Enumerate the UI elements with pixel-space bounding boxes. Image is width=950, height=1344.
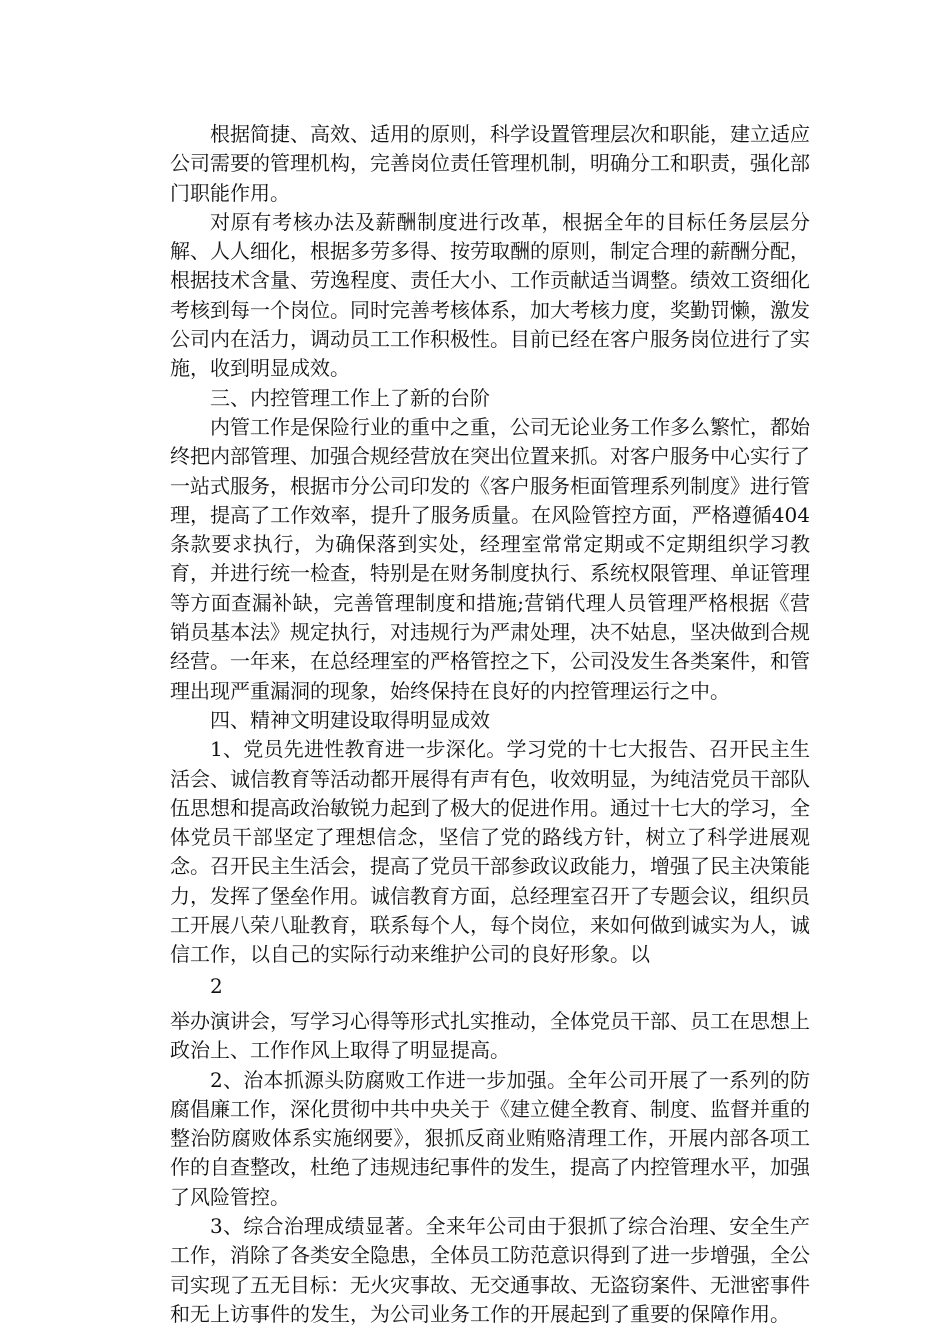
paragraph-management-structure: 根据简捷、高效、适用的原则，科学设置管理层次和职能，建立适应公司需要的管理机构，完善岗位责任管理机制，明确分工和职责，强化部门职能作用。 (170, 122, 810, 205)
section-heading-spiritual-civilization: 四、精神文明建设取得明显成效 (210, 707, 490, 732)
paragraph-party-education: 1、党员先进性教育进一步深化。学习党的十七大报告、召开民主生活会、诚信教育等活动都开展得有声有色，收效明显，为纯洁党员干部队伍思想和提高政治敏锐力起到了极大的促进作用。通过十七大的学习，全体党员干部坚定了理想信念，坚信了党的路线方针，树立了科学进展观念。召开民主生活会，提高了党员干部参政议政能力，增强了民主决策能力，发挥了堡垒作用。诚信教育方面，总经理室召开了专题会议，组织员工开展八荣八耻教育，联系每个人，每个岗位，来如何做到诚实为人，诚信工作，以自己的实际行动来维护公司的良好形象。以 (170, 737, 810, 967)
paragraph-internal-control: 内管工作是保险行业的重中之重，公司无论业务工作多么繁忙，都始终把内部管理、加强合规经营放在突出位置来抓。对客户服务中心实行了一站式服务，根据市分公司印发的《客户服务柜面管理系列制度》进行管理，提高了工作效率，提升了服务质量。在风险管控方面，严格遵循404条款要求执行，为确保落到实处，经理室常常定期或不定期组织学习教育，并进行统一检查，特别是在财务制度执行、系统权限管理、单证管理等方面查漏补缺，完善管理制度和措施;营销代理人员管理严格根据《营销员基本法》规定执行，对违规行为严肃处理，决不姑息，坚决做到合规经营。一年来，在总经理室的严格管控之下，公司没发生各类案件，和管理出现严重漏洞的现象，始终保持在良好的内控管理运行之中。 (170, 414, 810, 703)
paragraph-comprehensive-governance: 3、综合治理成绩显著。全来年公司由于狠抓了综合治理、安全生产工作，消除了各类安全隐患，全体员工防范意识得到了进一步增强，全公司实现了五无目标：无火灾事故、无交通事故、无盗窃案件、无泄密事件和无上访事件的发生，为公司业务工作的开展起到了重要的保障作用。 (170, 1213, 810, 1326)
paragraph-assessment-reform: 对原有考核办法及薪酬制度进行改革，根据全年的目标任务层层分解、人人细化，根据多劳多得、按劳取酬的原则，制定合理的薪酬分配，根据技术含量、劳逸程度、责任大小、工作贡献适当调整。绩效工资细化考核到每一个岗位。同时完善考核体系，加大考核力度，奖勤罚懒，激发公司内在活力，调动员工工作积极性。目前已经在客户服务岗位进行了实施，收到明显成效。 (170, 209, 810, 381)
document-body (170, 120, 810, 1329)
page-number: 2 (210, 973, 223, 998)
section-heading-internal-control: 三、内控管理工作上了新的台阶 (210, 385, 490, 410)
paragraph-continuation: 举办演讲会，写学习心得等形式扎实推动，全体党员干部、员工在思想上政治上、工作作风上取得了明显提高。 (170, 1008, 810, 1063)
paragraph-anti-corruption: 2、治本抓源头防腐败工作进一步加强。全年公司开展了一系列的防腐倡廉工作，深化贯彻中共中央关于《建立健全教育、制度、监督并重的整治防腐败体系实施纲要》，狠抓反商业贿赂清理工作，开展内部各项工作的自查整改，杜绝了违规违纪事件的发生，提高了内控管理水平，加强了风险管控。 (170, 1067, 810, 1209)
